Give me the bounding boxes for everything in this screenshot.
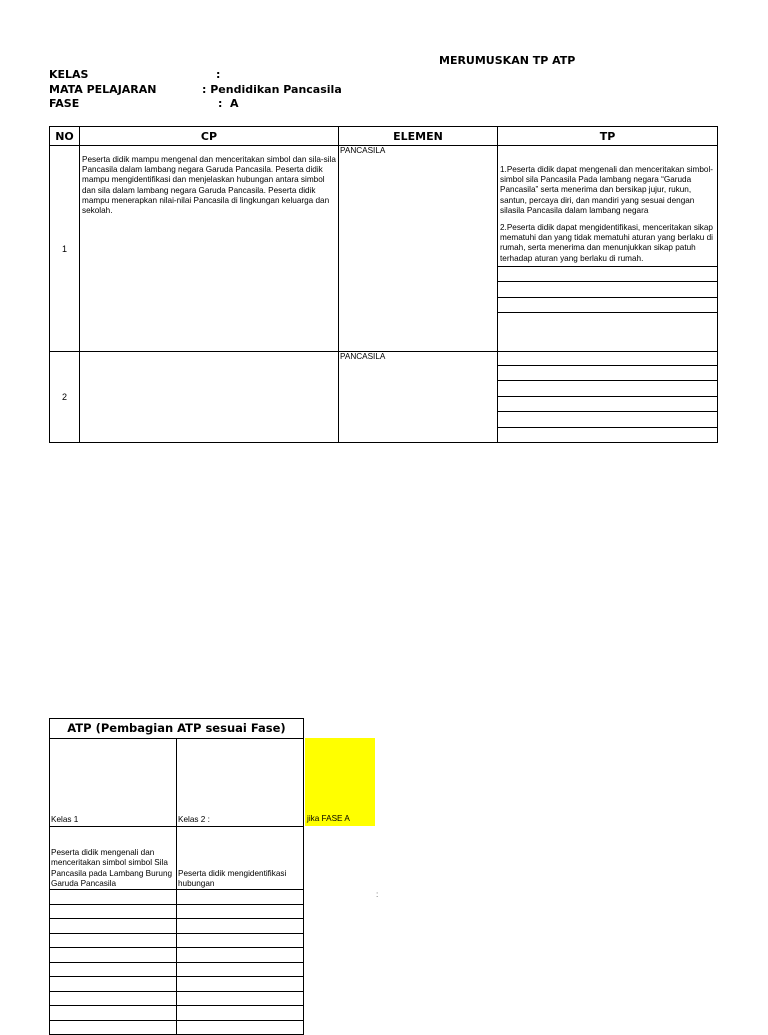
- kelas1-desc: Peserta didik mengenali dan menceritakan simbol simbol Sila Pancasila pada Lambang Burung Garuda Pancasila: [50, 827, 177, 890]
- header-elemen: ELEMEN: [339, 127, 498, 146]
- tp-text: [498, 146, 717, 266]
- row-number: 1: [50, 146, 80, 352]
- tp-line: [498, 365, 717, 380]
- tp-cell: [498, 146, 718, 352]
- tp-line: [498, 281, 717, 296]
- kelas-label: KELAS: [49, 68, 89, 81]
- kelas1-header: Kelas 1: [50, 739, 177, 827]
- atp-row: [50, 977, 304, 992]
- tp-item: 1.Peserta didik dapat mengenali dan menceritakan simbol-simbol sila Pancasila Pada lambang negara “Garuda Pancasila” serta menerima dan bersikap jujur, rukun, santun, percaya diri, dan mandiri yang sesuai dengan silasila Pancasila dalam lambang negara: [500, 165, 713, 215]
- cp-cell: [80, 352, 339, 443]
- header-no: NO: [50, 127, 80, 146]
- elemen-text: PANCASILA: [340, 352, 386, 361]
- atp-row: [50, 904, 304, 919]
- elemen-text: PANCASILA: [340, 146, 386, 155]
- tp-cell: [498, 352, 718, 443]
- tp-table: [49, 126, 718, 443]
- header-cp: CP: [80, 127, 339, 146]
- tp-line: [498, 266, 717, 281]
- highlight-cell: [305, 738, 375, 826]
- atp-row: [50, 948, 304, 963]
- atp-row: [50, 890, 304, 905]
- cp-cell: [80, 146, 339, 352]
- fase-label: FASE: [49, 97, 80, 110]
- tp-item: 2.Peserta didik dapat mengidentifikasi, menceritakan sikap mematuhi dan yang tidak mematuhi aturan yang berlaku di rumah, serta menerima dan menunjukkan sikap patuh terhadap aturan yang berlaku di rumah.: [500, 223, 713, 263]
- mapel-label: MATA PELAJARAN: [49, 83, 157, 96]
- row-number: 2: [50, 352, 80, 443]
- fase-value: : A: [218, 97, 239, 110]
- colon-mark: :: [376, 890, 379, 899]
- tp-line: [498, 312, 717, 327]
- tp-line: [498, 380, 717, 395]
- atp-row: [50, 1006, 304, 1021]
- tp-line: [498, 427, 717, 442]
- cp-text: Peserta didik mampu mengenal dan menceritakan simbol dan sila-sila Pancasila dalam lambang negara Garuda Pancasila. Peserta didik mampu mengidentifikasi dan menjelaskan hubungan antara simbol dan sila dalam lambang negara Garuda Pancasila. Peserta didik mampu menerapkan nilai-nilai Pancasila di lingkungan keluarga dan sekolah.: [82, 155, 336, 216]
- atp-table: [49, 718, 304, 1035]
- tp-line: [498, 396, 717, 411]
- table-row: [50, 352, 718, 443]
- kelas2-header: Kelas 2 :: [177, 739, 304, 827]
- atp-row: [50, 919, 304, 934]
- tp-line: [498, 411, 717, 426]
- atp-row: [50, 991, 304, 1006]
- atp-row: [50, 962, 304, 977]
- table-header-row: [50, 127, 718, 146]
- header-tp: TP: [498, 127, 718, 146]
- mapel-value: : Pendidikan Pancasila: [202, 83, 342, 96]
- tp-empty-lines: [498, 365, 717, 442]
- kelas-separator: :: [216, 68, 221, 81]
- atp-row: [50, 933, 304, 948]
- atp-row: [50, 1020, 304, 1035]
- fase-note: jika FASE A: [307, 814, 350, 823]
- elemen-cell: [339, 146, 498, 352]
- tp-line: [498, 297, 717, 312]
- elemen-cell: [339, 352, 498, 443]
- atp-title: ATP (Pembagian ATP sesuai Fase): [50, 719, 304, 739]
- table-row: [50, 146, 718, 352]
- page-title: MERUMUSKAN TP ATP: [439, 54, 576, 67]
- kelas2-desc: Peserta didik mengidentifikasi hubungan: [177, 827, 304, 890]
- tp-empty-lines: [498, 266, 717, 328]
